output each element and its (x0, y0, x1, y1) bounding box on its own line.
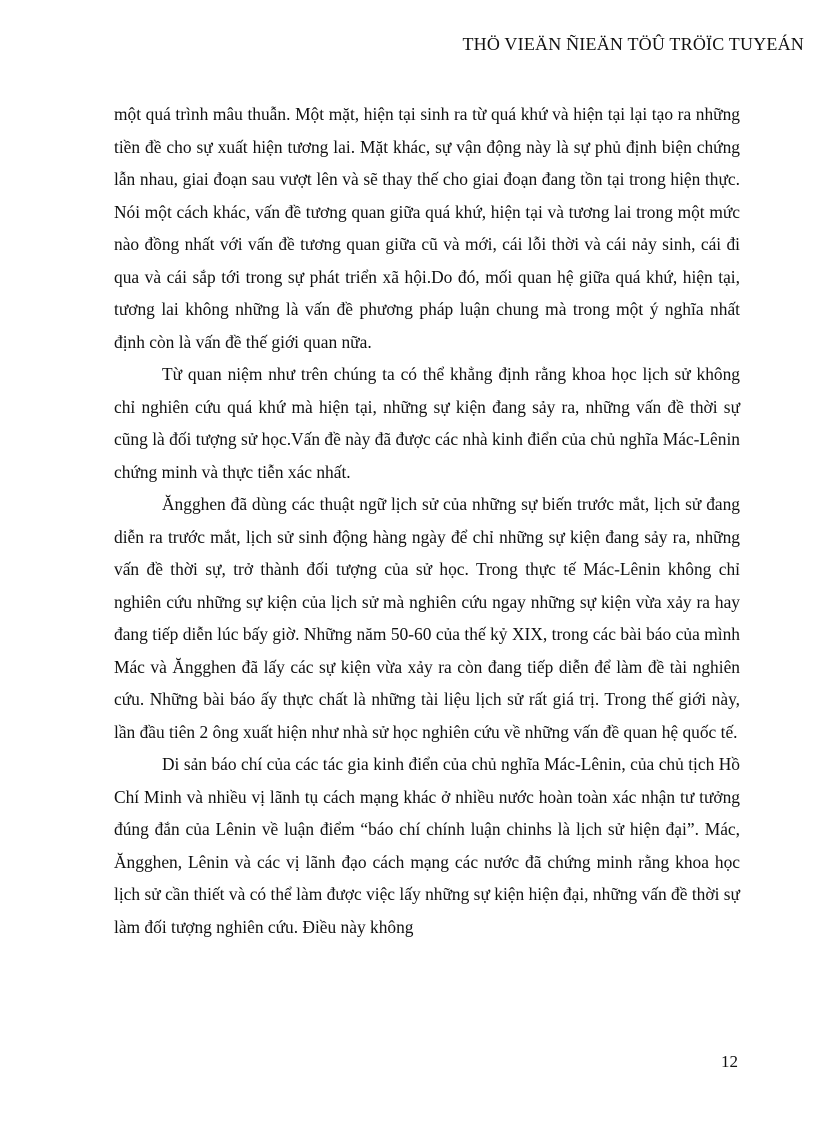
paragraph: một quá trình mâu thuẫn. Một mặt, hiện tại sinh ra từ quá khứ và hiện tại lại tạo ra những tiền đề cho sự xuất hiện tương lai. Mặt khác, sự vận động này là sự phủ định biện chứng lẫn nhau, giai đoạn sau vượt lên và sẽ thay thế cho giai đoạn đang tồn tại trong hiện thực. Nói một cách khác, vấn đề tương quan giữa quá khứ, hiện tại và tương lai trong một mức nào đồng nhất với vấn đề tương quan giữa cũ và mới, cái lỗi thời và cái nảy sinh, cái đi qua và cái sắp tới trong sự phát triển xã hội.Do đó, mối quan hệ giữa quá khứ, hiện tại, tương lai không những là vấn đề phương pháp luận chung mà trong một ý nghĩa nhất định còn là vấn đề thế giới quan nữa. (114, 104, 740, 352)
paragraph: Di sản báo chí của các tác gia kinh điển của chủ nghĩa Mác-Lênin, của chủ tịch Hồ Chí Minh và nhiều vị lãnh tụ cách mạng khác ở nhiều nước hoàn toàn xác nhận tư tưởng đúng đắn của Lênin về luận điểm “báo chí chính luận chinhs là lịch sử hiện đại”. Mác, Ăngghen, Lênin và các vị lãnh đạo cách mạng các nước đã chứng minh rằng khoa học lịch sử cần thiết và có thể làm được việc lấy những sự kiện hiện đại, những vấn đề thời sự làm đối tượng nghiên cứu. Điều này không (114, 754, 740, 937)
document-body (114, 98, 740, 943)
page-header-title: THÖ VIEÄN ÑIEÄN TÖÛ TRÖÏC TUYEÁN (462, 34, 804, 54)
paragraph: Ăngghen đã dùng các thuật ngữ lịch sử của những sự biến trước mắt, lịch sử đang diễn ra trước mắt, lịch sử sinh động hàng ngày để chỉ những sự kiện đang sảy ra, những vấn đề thời sự, trở thành đối tượng của sử học. Trong thực tế Mác-Lênin không chỉ nghiên cứu những sự kiện của lịch sử mà nghiên cứu ngay những sự kiện vừa xảy ra hay đang tiếp diễn lúc bấy giờ. Những năm 50-60 của thế kỷ XIX, trong các bài báo của mình Mác và Ăngghen đã lấy các sự kiện vừa xảy ra còn đang tiếp diễn để làm đề tài nghiên cứu. Những bài báo ấy thực chất là những tài liệu lịch sử rất giá trị. Trong thế giới này, lần đầu tiên 2 ông xuất hiện như nhà sử học nghiên cứu về những vấn đề quan hệ quốc tế. (114, 494, 740, 742)
page-number: 12 (721, 1052, 738, 1071)
paragraph: Từ quan niệm như trên chúng ta có thể khẳng định rằng khoa học lịch sử không chỉ nghiên cứu quá khứ mà hiện tại, những sự kiện đang sảy ra, những vấn đề thời sự cũng là đối tượng sử học.Vấn đề này đã được các nhà kinh điển của chủ nghĩa Mác-Lênin chứng minh và thực tiễn xác nhất. (114, 364, 740, 482)
